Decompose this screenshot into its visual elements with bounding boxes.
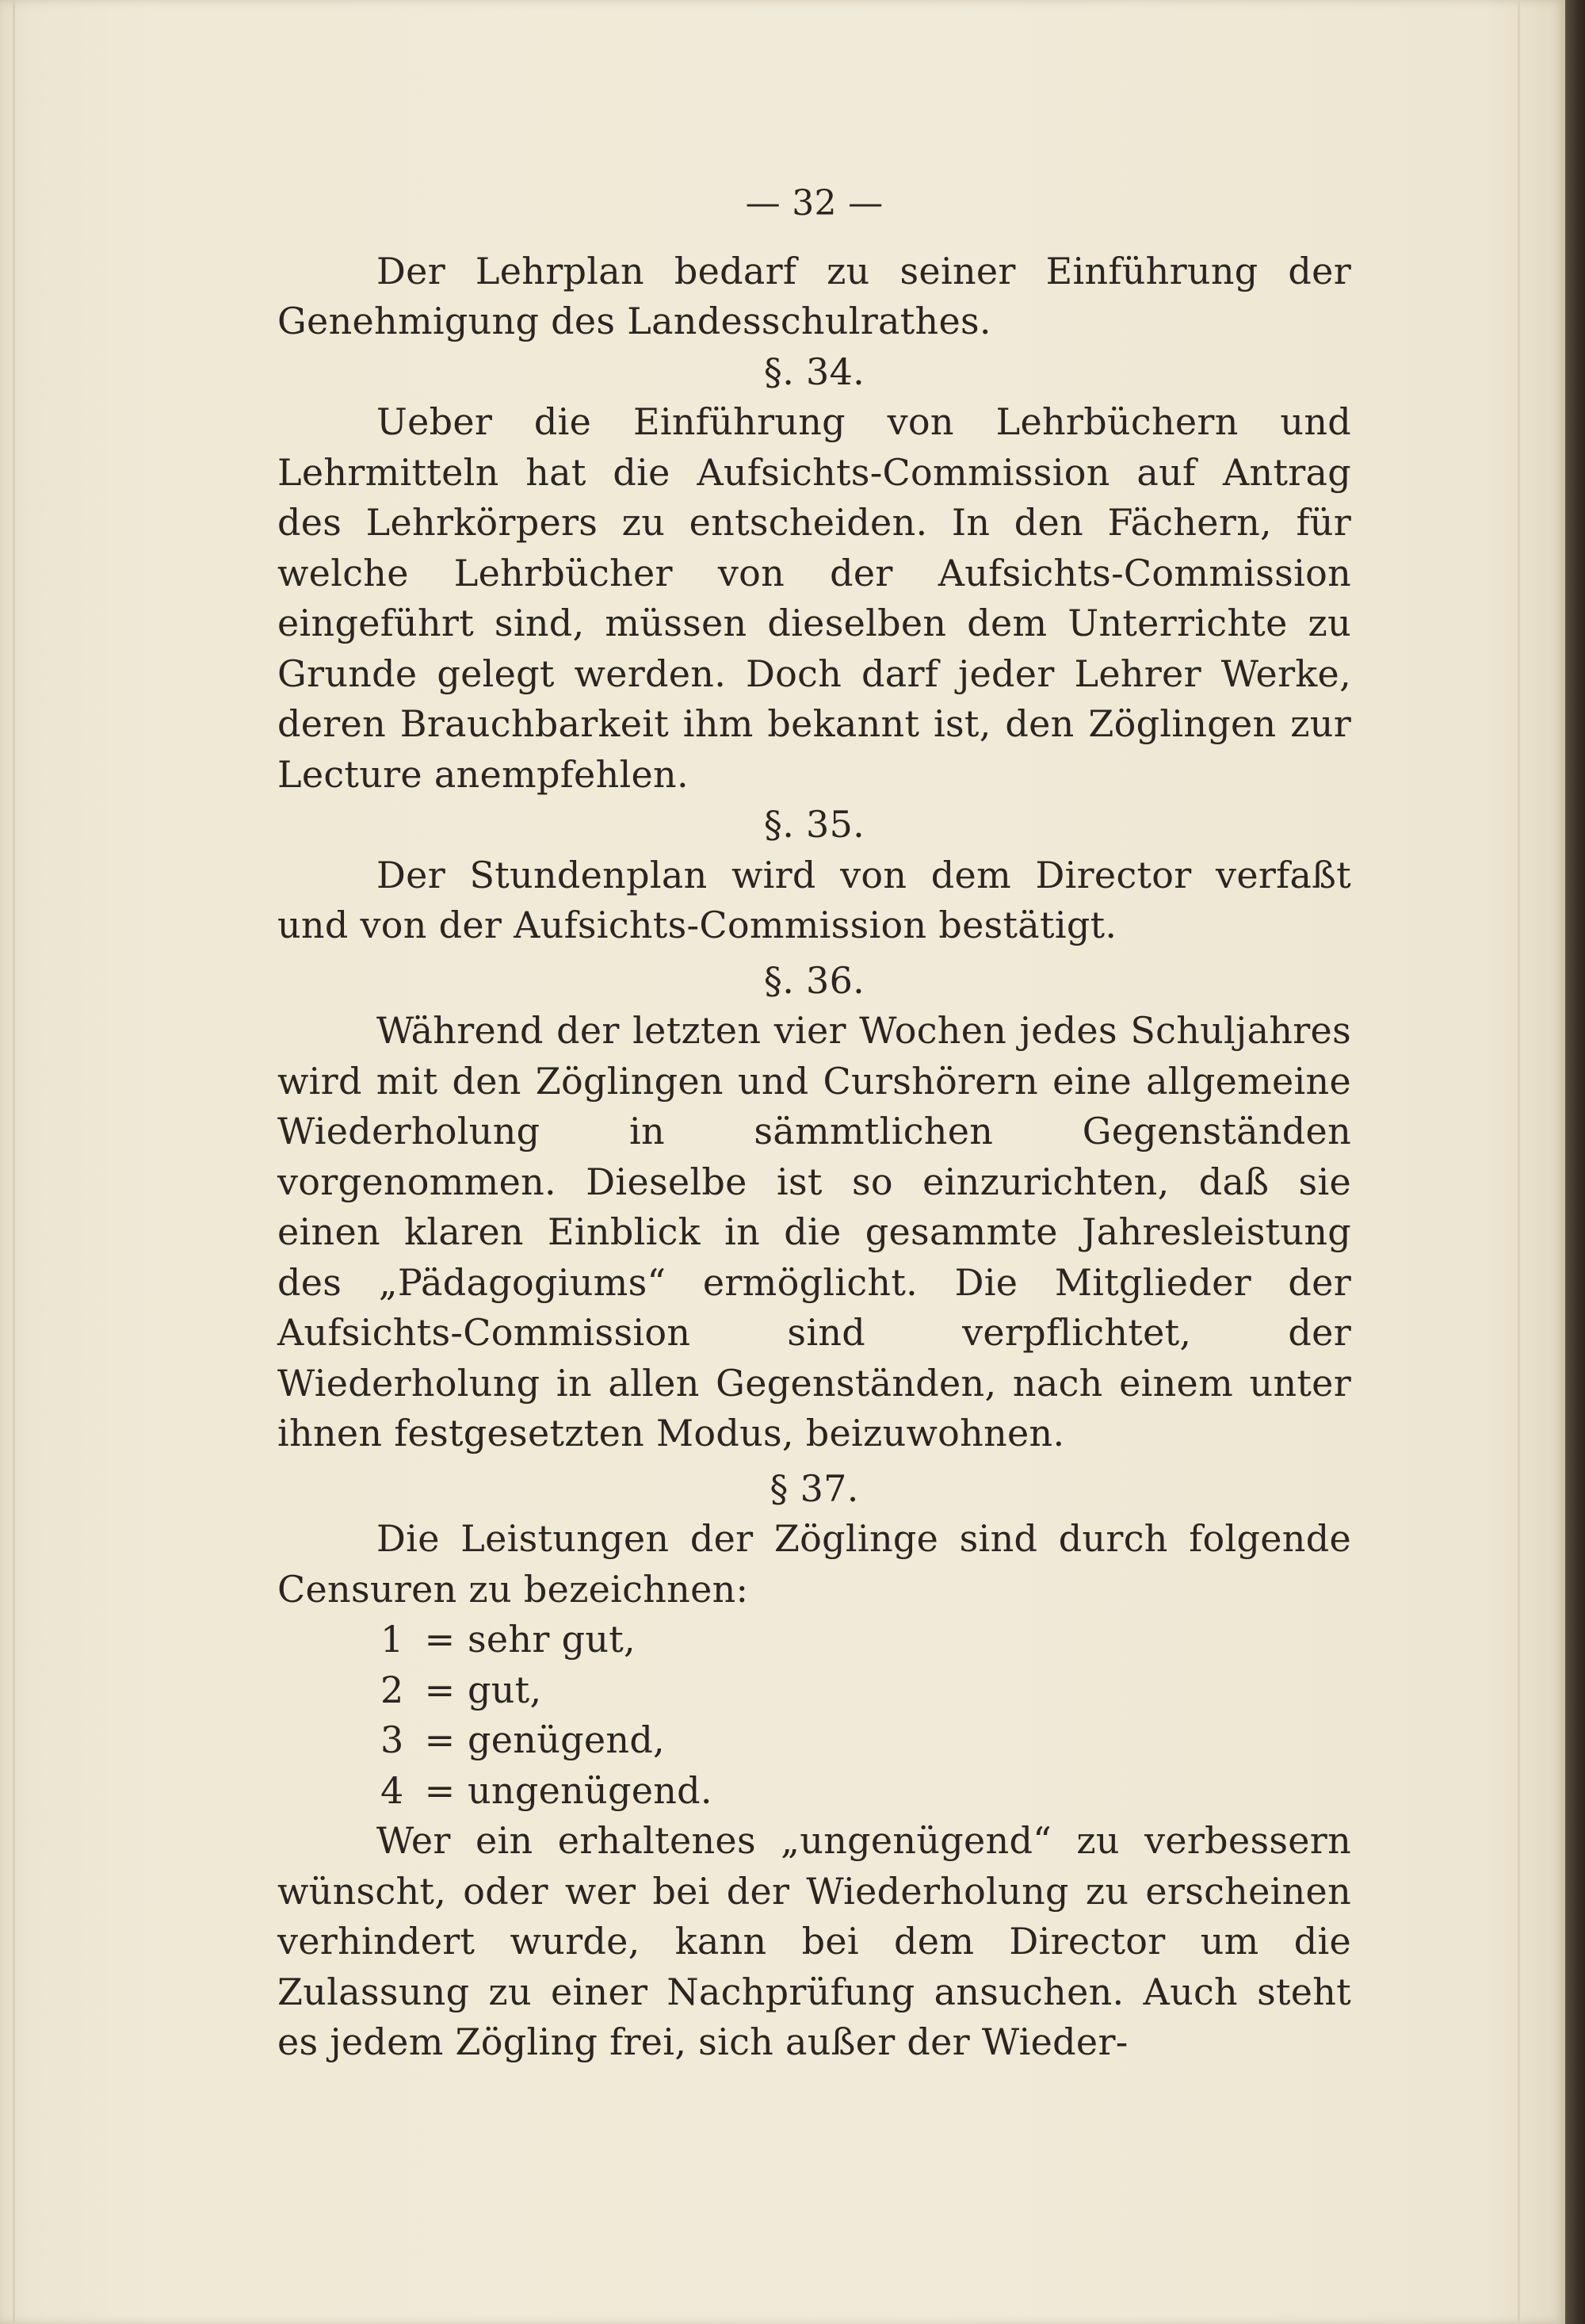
section-37-text: Die Leistungen der Zöglinge sind durch folgende Censuren zu bezeichnen: bbox=[277, 1517, 1351, 1611]
grade-number: 3 bbox=[380, 1718, 404, 1761]
grade-equals: = bbox=[424, 1768, 456, 1812]
grade-equals: = bbox=[424, 1718, 456, 1761]
grade-label: sehr gut, bbox=[468, 1618, 636, 1661]
intro-paragraph: Der Lehrplan bedarf zu seiner Einführung der Genehmigung des Landesschulrathes. bbox=[277, 249, 1351, 342]
grade-item bbox=[277, 1715, 1351, 1766]
grade-label: ungenügend. bbox=[468, 1768, 712, 1812]
page-left-edge bbox=[13, 0, 15, 2324]
grade-label: gut, bbox=[468, 1668, 542, 1711]
grade-item bbox=[277, 1766, 1351, 1817]
book-binding-edge bbox=[1565, 0, 1585, 2324]
section-35-heading: §. 35. bbox=[763, 803, 865, 846]
grade-item bbox=[277, 1665, 1351, 1716]
section-34-text: Ueber die Einführung von Lehrbüchern und Lehrmitteln hat die Aufsichts-Commission auf Antrag des Lehrkörpers zu entscheiden. In den Fächern, für welche Lehrbücher von der Aufsichts-Commission eingeführt sind, müssen dieselben dem Unterrichte zu Grunde gelegt werden. Doch darf jeder Lehrer Werke, deren Brauchbarkeit ihm bekannt ist, den Zöglingen zur Lecture anempfehlen. bbox=[277, 400, 1351, 796]
page-text bbox=[277, 178, 1351, 2068]
page-number: — 32 — bbox=[745, 183, 884, 224]
section-36-text: Während der letzten vier Wochen jedes Schuljahres wird mit den Zöglingen und Curshörern eine allgemeine Wiederholung in sämmtlichen Gegenständen vorgenommen. Dieselbe ist so einzurichten, daß sie einen klaren Einblick in die gesammte Jahresleistung des „Pädagogiums“ ermöglicht. Die Mitglieder der Aufsichts-Commission sind verpflichtet, der Wiederholung in allen Gegenständen, nach einem unter ihnen festgesetzten Modus, beizuwohnen. bbox=[277, 1009, 1351, 1454]
grade-label: genügend, bbox=[468, 1718, 665, 1761]
section-34-heading: §. 34. bbox=[763, 350, 865, 393]
grade-list bbox=[277, 1615, 1351, 1816]
section-36-heading: §. 36. bbox=[763, 958, 865, 1002]
section-37-heading: § 37. bbox=[770, 1466, 859, 1510]
grade-item bbox=[277, 1615, 1351, 1665]
grade-equals: = bbox=[424, 1618, 456, 1661]
section-35-text: Der Stundenplan wird von dem Director verfaßt und von der Aufsichts-Commission bestätigt. bbox=[277, 853, 1351, 946]
page-right-fold bbox=[1518, 0, 1520, 2324]
grade-number: 1 bbox=[380, 1618, 404, 1661]
grade-equals: = bbox=[424, 1668, 456, 1711]
grade-number: 4 bbox=[380, 1768, 404, 1812]
grade-number: 2 bbox=[380, 1668, 404, 1711]
section-37-closing: Wer ein erhaltenes „ungenügend“ zu verbessern wünscht, oder wer bei der Wiederholung zu erscheinen verhindert wurde, kann bei dem Director um die Zulassung zu einer Nachprüfung ansuchen. Auch steht es jedem Zögling frei, sich außer der Wieder- bbox=[277, 1819, 1351, 2063]
